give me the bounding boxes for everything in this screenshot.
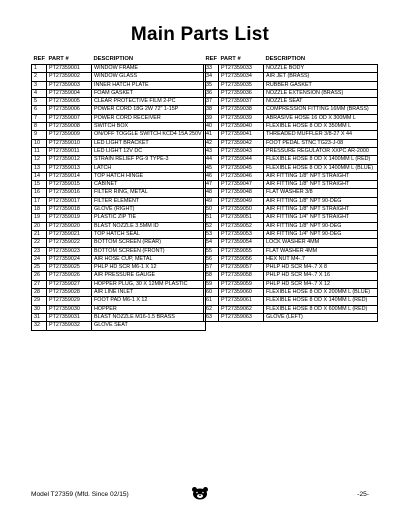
table-row: [204, 247, 378, 255]
part-number-cell: PT27359006: [47, 106, 92, 114]
description-cell: WINDOW FRAME: [92, 65, 206, 73]
table-row: [204, 255, 378, 263]
description-cell: AIR HOSE CUP, METAL: [92, 255, 206, 263]
part-number-cell: PT27359062: [219, 305, 264, 313]
ref-cell: 29: [32, 297, 47, 305]
table-row: [32, 264, 206, 272]
description-cell: FLEXIBLE HOSE 8 OD X 600MM L (RED): [264, 305, 378, 313]
part-number-cell: PT27359045: [219, 164, 264, 172]
part-number-cell: PT27359052: [219, 222, 264, 230]
description-cell: FOAM GASKET: [92, 89, 206, 97]
table-row: [32, 313, 206, 321]
ref-cell: 53: [204, 230, 219, 238]
description-cell: FLEXIBLE HOSE 8 OD X 1400MM L (BLUE): [264, 164, 378, 172]
description-cell: GLOVE SEAT: [92, 322, 206, 330]
table-row: [204, 272, 378, 280]
description-cell: SWITCH BOX: [92, 123, 206, 131]
table-row: [32, 280, 206, 288]
part-number-cell: PT27359033: [219, 65, 264, 73]
ref-cell: 63: [204, 313, 219, 321]
description-cell: PHLP HD SCR M6-1 X 12: [92, 264, 206, 272]
table-row: [32, 131, 206, 139]
ref-cell: 49: [204, 197, 219, 205]
description-cell: GLOVE (RIGHT): [92, 206, 206, 214]
table-row: [32, 322, 206, 330]
table-row: [32, 297, 206, 305]
parts-table-left: [31, 55, 206, 331]
part-number-cell: PT27359001: [47, 65, 92, 73]
part-number-cell: PT27359055: [219, 247, 264, 255]
ref-header: REF: [33, 55, 46, 62]
description-cell: FLEXIBLE HOSE 8 OD X 140MM L (RED): [264, 297, 378, 305]
part-number-cell: PT27359058: [219, 272, 264, 280]
ref-cell: 36: [204, 89, 219, 97]
ref-cell: 46: [204, 172, 219, 180]
ref-cell: 21: [32, 230, 47, 238]
ref-cell: 55: [204, 247, 219, 255]
part-number-cell: PT27359034: [219, 73, 264, 81]
description-cell: FLEXIBLE HOSE 8 OD X 200MM L (BLUE): [264, 289, 378, 297]
table-row: [32, 123, 206, 131]
bear-logo-icon: [191, 486, 209, 500]
part-number-cell: PT27359061: [219, 297, 264, 305]
table-row: [32, 98, 206, 106]
ref-cell: 37: [204, 98, 219, 106]
table-row: [204, 280, 378, 288]
part-number-cell: PT27359016: [47, 189, 92, 197]
part-number-cell: PT27359037: [219, 98, 264, 106]
part-number-cell: PT27359044: [219, 156, 264, 164]
table-row: [32, 156, 206, 164]
table-row: [32, 106, 206, 114]
part-number-cell: PT27359025: [47, 264, 92, 272]
part-number-cell: PT27359022: [47, 239, 92, 247]
part-number-cell: PT27359002: [47, 73, 92, 81]
table-row: [204, 297, 378, 305]
description-header: DESCRIPTION: [93, 55, 134, 62]
ref-cell: 38: [204, 106, 219, 114]
part-number-cell: PT27359007: [47, 114, 92, 122]
part-number-cell: PT27359060: [219, 289, 264, 297]
description-cell: INNER HATCH PLATE: [92, 81, 206, 89]
table-row: [204, 123, 378, 131]
table-row: [32, 214, 206, 222]
part-number-cell: PT27359004: [47, 89, 92, 97]
part-number-cell: PT27359043: [219, 147, 264, 155]
table-row: [32, 114, 206, 122]
table-row: [32, 272, 206, 280]
part-number-cell: PT27359051: [219, 214, 264, 222]
ref-cell: 19: [32, 214, 47, 222]
description-cell: FLEXIBLE HOSE 8 OD X 350MM L: [264, 123, 378, 131]
part-number-cell: PT27359020: [47, 222, 92, 230]
description-cell: PRESSURE REGULATOR XXPC AR-2000: [264, 147, 378, 155]
description-cell: FLEXIBLE HOSE 8 OD X 1400MM L (RED): [264, 156, 378, 164]
part-number-cell: PT27359056: [219, 255, 264, 263]
description-cell: PHLP HD SCR M4-.7 X 12: [264, 280, 378, 288]
table-row: [204, 172, 378, 180]
ref-cell: 15: [32, 181, 47, 189]
description-cell: AIR FITTING 1/8" NPT STRAIGHT: [264, 181, 378, 189]
table-row: [32, 247, 206, 255]
description-cell: FLAT WASHER 3/8: [264, 189, 378, 197]
description-cell: NOZZLE SEAT: [264, 98, 378, 106]
part-number-cell: PT27359014: [47, 172, 92, 180]
description-cell: RUBBER GASKET: [264, 81, 378, 89]
description-cell: LED LIGHT 12V DC: [92, 147, 206, 155]
table-row: [204, 305, 378, 313]
part-header: PART #: [48, 55, 69, 62]
table-header-row: [204, 55, 378, 65]
description-cell: AIR FITTING 1/4" NPT 90-DEG: [264, 230, 378, 238]
ref-cell: 39: [204, 114, 219, 122]
description-cell: HOPPER PLUG, 30 X 12MM PLASTIC: [92, 280, 206, 288]
ref-cell: 50: [204, 206, 219, 214]
ref-cell: 31: [32, 313, 47, 321]
part-number-cell: PT27359041: [219, 131, 264, 139]
description-cell: AIR JET (BRASS): [264, 73, 378, 81]
part-number-cell: PT27359035: [219, 81, 264, 89]
table-row: [32, 222, 206, 230]
description-cell: HOPPER: [92, 305, 206, 313]
table-row: [204, 106, 378, 114]
description-cell: THREADED MUFFLER 3/8-27 X 44: [264, 131, 378, 139]
table-row: [204, 313, 378, 321]
ref-cell: 41: [204, 131, 219, 139]
table-row: [32, 73, 206, 81]
table-row: [32, 197, 206, 205]
ref-cell: 60: [204, 289, 219, 297]
ref-cell: 32: [32, 322, 47, 330]
page-number: -25-: [357, 491, 369, 498]
table-row: [204, 131, 378, 139]
footer-model: Model T27359 (Mfd. Since 02/15): [31, 491, 129, 498]
table-row: [32, 164, 206, 172]
part-number-cell: PT27359042: [219, 139, 264, 147]
ref-cell: 30: [32, 305, 47, 313]
table-row: [204, 114, 378, 122]
part-number-cell: PT27359030: [47, 305, 92, 313]
table-row: [204, 65, 378, 73]
description-cell: LOCK WASHER 4MM: [264, 239, 378, 247]
table-row: [204, 156, 378, 164]
part-number-cell: PT27359013: [47, 164, 92, 172]
description-cell: COMPRESSION FITTING 16MM (BRASS): [264, 106, 378, 114]
ref-cell: 25: [32, 264, 47, 272]
table-row: [204, 147, 378, 155]
description-cell: STRAIN RELIEF PG-9 TYPE-3: [92, 156, 206, 164]
ref-cell: 59: [204, 280, 219, 288]
part-number-cell: PT27359028: [47, 289, 92, 297]
description-cell: FLAT WASHER 4MM: [264, 247, 378, 255]
description-cell: BLAST NOZZLE 3.5MM ID: [92, 222, 206, 230]
description-cell: POWER CORD RECEIVER: [92, 114, 206, 122]
description-cell: ABRASIVE HOSE 16 OD X 300MM L: [264, 114, 378, 122]
description-cell: HEX NUT M4-.7: [264, 255, 378, 263]
table-row: [204, 189, 378, 197]
part-number-cell: PT27359026: [47, 272, 92, 280]
part-number-cell: PT27359008: [47, 123, 92, 131]
ref-cell: 24: [32, 255, 47, 263]
ref-cell: 33: [204, 65, 219, 73]
description-cell: FOOT PEDAL STNC TG23-J-08: [264, 139, 378, 147]
part-number-cell: PT27359021: [47, 230, 92, 238]
table-row: [32, 305, 206, 313]
ref-cell: 40: [204, 123, 219, 131]
description-cell: AIR FITTING 1/8" NPT STRAIGHT: [264, 206, 378, 214]
table-row: [204, 222, 378, 230]
table-row: [204, 73, 378, 81]
ref-cell: 13: [32, 164, 47, 172]
ref-cell: 42: [204, 139, 219, 147]
ref-cell: 17: [32, 197, 47, 205]
description-cell: AIR FITTING 1/8" NPT STRAIGHT: [264, 172, 378, 180]
ref-cell: 45: [204, 164, 219, 172]
description-cell: FILTER ELEMENT: [92, 197, 206, 205]
part-number-cell: PT27359057: [219, 264, 264, 272]
part-number-cell: PT27359003: [47, 81, 92, 89]
part-number-cell: PT27359050: [219, 206, 264, 214]
table-row: [204, 89, 378, 97]
table-row: [32, 255, 206, 263]
part-number-cell: PT27359005: [47, 98, 92, 106]
ref-cell: 43: [204, 147, 219, 155]
ref-cell: 61: [204, 297, 219, 305]
table-row: [204, 139, 378, 147]
description-header: DESCRIPTION: [265, 55, 306, 62]
table-row: [32, 89, 206, 97]
ref-cell: 54: [204, 239, 219, 247]
description-cell: POWER CORD 18G 2W 72" 1-15P: [92, 106, 206, 114]
ref-cell: 58: [204, 272, 219, 280]
part-number-cell: PT27359038: [219, 106, 264, 114]
description-cell: ON/OFF TOGGLE SWITCH KCD4 15A 250V: [92, 131, 206, 139]
ref-cell: 10: [32, 139, 47, 147]
description-cell: AIR FITTING 1/8" NPT 90-DEG: [264, 222, 378, 230]
ref-cell: 47: [204, 181, 219, 189]
description-cell: TOP HATCH HINGE: [92, 172, 206, 180]
part-number-cell: PT27359031: [47, 313, 92, 321]
parts-table-left-body: [32, 65, 206, 331]
parts-table-right-body: [204, 65, 378, 322]
table-row: [204, 164, 378, 172]
ref-cell: 11: [32, 147, 47, 155]
ref-cell: 51: [204, 214, 219, 222]
ref-cell: 14: [32, 172, 47, 180]
ref-cell: 4: [32, 89, 47, 97]
description-cell: BOTTOM SCREEN (FRONT): [92, 247, 206, 255]
table-row: [32, 181, 206, 189]
part-number-cell: PT27359023: [47, 247, 92, 255]
table-row: [32, 147, 206, 155]
part-number-cell: PT27359053: [219, 230, 264, 238]
table-row: [204, 206, 378, 214]
ref-cell: 12: [32, 156, 47, 164]
table-row: [204, 289, 378, 297]
table-row: [204, 264, 378, 272]
ref-cell: 52: [204, 222, 219, 230]
part-number-cell: PT27359049: [219, 197, 264, 205]
ref-cell: 26: [32, 272, 47, 280]
table-row: [32, 206, 206, 214]
parts-table-right: [203, 55, 378, 322]
table-row: [32, 65, 206, 73]
table-row: [32, 230, 206, 238]
description-cell: CLEAR PROTECTIVE FILM 2-PC: [92, 98, 206, 106]
table-row: [204, 181, 378, 189]
ref-cell: 35: [204, 81, 219, 89]
table-row: [32, 172, 206, 180]
ref-cell: 48: [204, 189, 219, 197]
ref-cell: 6: [32, 106, 47, 114]
ref-cell: 57: [204, 264, 219, 272]
page-title: Main Parts List: [130, 24, 270, 45]
ref-cell: 9: [32, 131, 47, 139]
table-row: [32, 189, 206, 197]
part-number-cell: PT27359024: [47, 255, 92, 263]
part-number-cell: PT27359063: [219, 313, 264, 321]
part-number-cell: PT27359039: [219, 114, 264, 122]
part-number-cell: PT27359015: [47, 181, 92, 189]
ref-cell: 22: [32, 239, 47, 247]
description-cell: TOP HATCH SEAL: [92, 230, 206, 238]
table-row: [32, 289, 206, 297]
part-number-cell: PT27359018: [47, 206, 92, 214]
part-number-cell: PT27359009: [47, 131, 92, 139]
description-cell: GLOVE (LEFT): [264, 313, 378, 321]
part-number-cell: PT27359029: [47, 297, 92, 305]
ref-cell: 23: [32, 247, 47, 255]
description-cell: PLASTIC ZIP TIE: [92, 214, 206, 222]
description-cell: FILTER RING, METAL: [92, 189, 206, 197]
ref-cell: 44: [204, 156, 219, 164]
description-cell: PHLP HD SCR M4-.7 X 8: [264, 264, 378, 272]
part-number-cell: PT27359011: [47, 147, 92, 155]
description-cell: LED LIGHT BRACKET: [92, 139, 206, 147]
part-number-cell: PT27359010: [47, 139, 92, 147]
ref-cell: 62: [204, 305, 219, 313]
table-header-row: [32, 55, 206, 65]
ref-cell: 18: [32, 206, 47, 214]
part-number-cell: PT27359047: [219, 181, 264, 189]
description-cell: AIR FITTING 1/4" NPT STRAIGHT: [264, 214, 378, 222]
part-number-cell: PT27359019: [47, 214, 92, 222]
description-cell: LATCH: [92, 164, 206, 172]
part-number-cell: PT27359048: [219, 189, 264, 197]
description-cell: PHLP HD SCR M4-.7 X 16: [264, 272, 378, 280]
ref-cell: 27: [32, 280, 47, 288]
ref-cell: 1: [32, 65, 47, 73]
description-cell: BOTTOM SCREEN (REAR): [92, 239, 206, 247]
ref-cell: 2: [32, 73, 47, 81]
part-header: PART #: [220, 55, 241, 62]
table-row: [32, 239, 206, 247]
ref-cell: 28: [32, 289, 47, 297]
description-cell: NOZZLE EXTENSION (BRASS): [264, 89, 378, 97]
table-row: [204, 197, 378, 205]
ref-cell: 5: [32, 98, 47, 106]
part-number-cell: PT27359036: [219, 89, 264, 97]
table-row: [204, 239, 378, 247]
table-row: [32, 139, 206, 147]
part-number-cell: PT27359040: [219, 123, 264, 131]
table-row: [32, 81, 206, 89]
ref-cell: 8: [32, 123, 47, 131]
part-number-cell: PT27359032: [47, 322, 92, 330]
description-cell: WINDOW GLASS: [92, 73, 206, 81]
part-number-cell: PT27359012: [47, 156, 92, 164]
ref-cell: 16: [32, 189, 47, 197]
table-row: [204, 81, 378, 89]
ref-cell: 34: [204, 73, 219, 81]
part-number-cell: PT27359059: [219, 280, 264, 288]
table-row: [204, 230, 378, 238]
part-number-cell: PT27359017: [47, 197, 92, 205]
ref-cell: 20: [32, 222, 47, 230]
description-cell: FOOT PAD M6-1 X 12: [92, 297, 206, 305]
table-row: [204, 214, 378, 222]
description-cell: CABINET: [92, 181, 206, 189]
part-number-cell: PT27359054: [219, 239, 264, 247]
ref-header: REF: [205, 55, 218, 62]
description-cell: AIR FITTING 1/8" NPT 90-DEG: [264, 197, 378, 205]
description-cell: NOZZLE BODY: [264, 65, 378, 73]
description-cell: BLAST NOZZLE M16-1.5 BRASS: [92, 313, 206, 321]
ref-cell: 56: [204, 255, 219, 263]
ref-cell: 7: [32, 114, 47, 122]
part-number-cell: PT27359027: [47, 280, 92, 288]
description-cell: AIR LINE INLET: [92, 289, 206, 297]
part-number-cell: PT27359046: [219, 172, 264, 180]
ref-cell: 3: [32, 81, 47, 89]
description-cell: AIR PRESSURE GAUGE: [92, 272, 206, 280]
table-row: [204, 98, 378, 106]
